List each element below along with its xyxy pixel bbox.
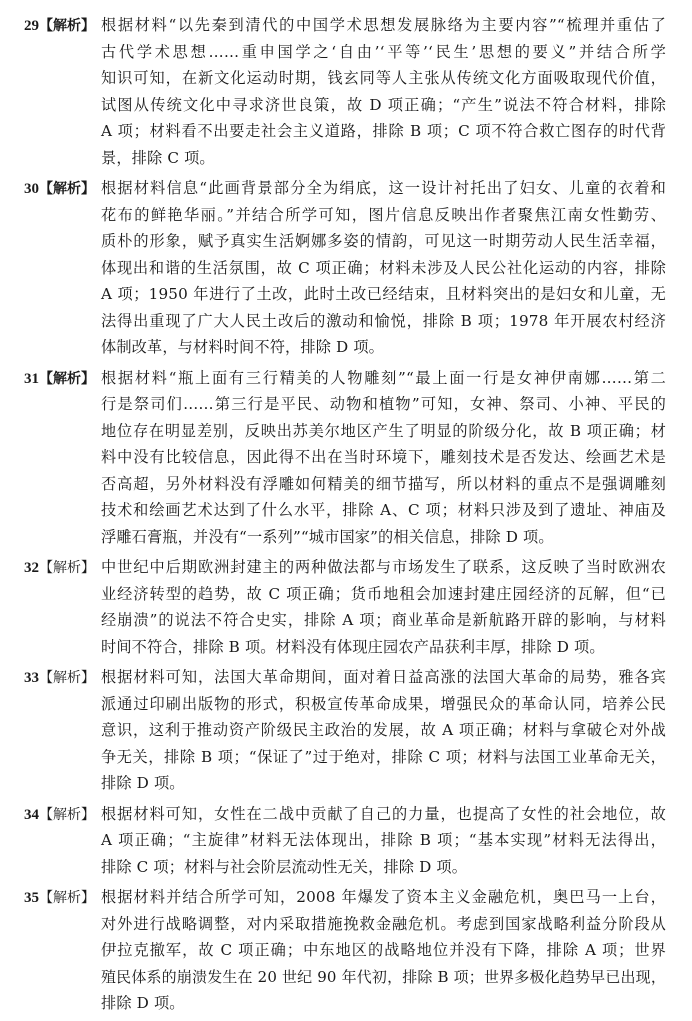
- text-line: 派通过印刷出版物的形式，积极宣传革命成果，增强民众的革命认同，培养公民: [101, 694, 666, 713]
- analysis-tag: 【解析】: [39, 670, 95, 686]
- analysis-text: [101, 12, 688, 171]
- text-line: 质朴的形象，赋予真实生活婀娜多姿的情韵，可见这一时期劳动人民生活幸福，: [101, 232, 666, 250]
- question-label: [0, 12, 101, 39]
- question-label: [0, 884, 101, 911]
- answer-item-32: [0, 554, 692, 660]
- text-line: 体现出和谐的生活氛围，故 C 项正确；材料未涉及人民公社化运动的内容，排除: [101, 258, 666, 277]
- text-line: 景，排除 C 项。: [101, 148, 215, 167]
- question-number: 35: [24, 890, 39, 906]
- analysis-text: [101, 365, 688, 551]
- text-line: 根据材料“瓶上面有三行精美的人物雕刻”“最上面一行是女神伊南娜……第二: [101, 368, 666, 387]
- text-line: 体制改革，与材料时间不符，排除 D 项。: [101, 338, 385, 356]
- analysis-tag: 【解析】: [39, 806, 95, 823]
- text-line: 业经济转型的趋势，故 C 项正确；货币地租会加速封建庄园经济的瓦解，但“已: [101, 584, 666, 603]
- answer-item-31: [0, 365, 692, 551]
- question-number: 33: [24, 670, 39, 686]
- text-line: 知识可知，在新文化运动时期，钱玄同等人主张从传统文化方面吸取现代价值，: [101, 69, 666, 87]
- text-line: 根据材料可知，女性在二战中贡献了自己的力量，也提高了女性的社会地位，故: [101, 804, 666, 823]
- text-line: A 项；1950 年进行了土改，此时土改已经结束，且材料突出的是妇女和儿童，无: [101, 285, 666, 303]
- text-line: 行是祭司们……第三行是平民、动物和植物”可知，女神、祭司、小神、平民的: [101, 395, 666, 413]
- text-line: 伊拉克撤军，故 C 项正确；中东地区的战略地位并没有下降，排除 A 项；世界: [101, 941, 666, 959]
- answer-item-34: [0, 801, 692, 881]
- analysis-text: [101, 554, 688, 660]
- answer-item-30: [0, 175, 692, 361]
- text-line: 排除 D 项。: [101, 774, 185, 792]
- text-line: 根据材料并结合所学可知，2008 年爆发了资本主义金融危机，奥巴马一上台，: [101, 888, 666, 906]
- text-line: 中世纪中后期欧洲封建主的两种做法都与市场发生了联系，这反映了当时欧洲农: [101, 558, 666, 576]
- text-line: 排除 C 项；材料与社会阶层流动性无关，排除 D 项。: [101, 857, 468, 876]
- analysis-text: [101, 175, 688, 361]
- analysis-tag: 【解析】: [39, 370, 95, 387]
- text-line: 根据材料可知，法国大革命期间，面对着日益高涨的法国大革命的局势，雅各宾: [101, 668, 666, 686]
- text-line: 经崩溃”的说法不符合史实，排除 A 项；商业革命是新航路开辟的影响，与材料: [101, 611, 666, 629]
- question-label: [0, 175, 101, 202]
- analysis-tag: 【解析】: [39, 560, 95, 576]
- text-line: 试图从传统文化中寻求济世良策，故 D 项正确；“产生”说法不符合材料，排除: [101, 95, 666, 114]
- question-number: 30: [24, 181, 39, 197]
- question-label: [0, 554, 101, 581]
- text-line: A 项；材料看不出要走社会主义道路，排除 B 项；C 项不符合救亡图存的时代背: [101, 122, 666, 140]
- analysis-text: [101, 884, 688, 1017]
- text-line: 排除 D 项。: [101, 994, 185, 1012]
- analysis-text: [101, 801, 688, 881]
- text-line: 技术和绘画艺术达到了什么水平，排除 A、C 项；材料只涉及到了遗址、神庙及: [101, 501, 666, 519]
- text-line: 根据材料信息“此画背景部分全为绢底，这一设计衬托出了妇女、儿童的衣着和: [101, 179, 666, 197]
- question-number: 29: [24, 18, 39, 34]
- answer-item-35: [0, 884, 692, 1017]
- answer-item-33: [0, 664, 692, 797]
- answer-explanations: [0, 12, 692, 1021]
- answer-item-29: [0, 12, 692, 171]
- question-number: 34: [24, 806, 39, 823]
- text-line: 花布的鲜艳华丽。”并结合所学可知，图片信息反映出作者聚焦江南女性勤劳、: [101, 205, 666, 224]
- text-line: 法得出重现了广大人民土改后的激动和愉悦，排除 B 项；1978 年开展农村经济: [101, 311, 666, 330]
- text-line: 浮雕石膏瓶，并没有“一系列”“城市国家”的相关信息，排除 D 项。: [101, 527, 554, 546]
- question-label: [0, 664, 101, 691]
- question-label: [0, 801, 101, 828]
- text-line: 否高超，另外材料没有浮雕如何精美的细节描写，所以材料的重点不是强调雕刻: [101, 474, 666, 493]
- text-line: 时间不符合，排除 B 项。材料没有体现庄园农产品获利丰厚，排除 D 项。: [101, 637, 605, 656]
- text-line: 地位存在明显差别，反映出苏美尔地区产生了明显的阶级分化，故 B 项正确；材: [101, 421, 666, 440]
- analysis-tag: 【解析】: [39, 890, 95, 906]
- analysis-tag: 【解析】: [39, 18, 95, 34]
- analysis-tag: 【解析】: [39, 181, 95, 197]
- text-line: 根据材料“以先秦到清代的中国学术思想发展脉络为主要内容”“梳理并重估了: [101, 16, 666, 34]
- text-line: 意识，这利于推动资产阶级民主政治的发展，故 A 项正确；材料与拿破仑对外战: [101, 721, 666, 739]
- text-line: A 项正确；“主旋律”材料无法体现出，排除 B 项；“基本实现”材料无法得出，: [101, 831, 666, 849]
- text-line: 殖民体系的崩溃发生在 20 世纪 90 年代初，排除 B 项；世界多极化趋势早已出现，: [101, 967, 666, 986]
- question-number: 32: [24, 560, 39, 576]
- text-line: 古代学术思想……重申国学之‘自由’‘平等’‘民生’思想的要义”并结合所学: [101, 42, 666, 61]
- question-label: [0, 365, 101, 392]
- text-line: 对外进行战略调整，对内采取措施挽救金融危机。考虑到国家战略利益分阶段从: [101, 914, 666, 933]
- text-line: 料中没有比较信息，因此得不出在当时环境下，雕刻技术是否发达、绘画艺术是: [101, 448, 666, 466]
- analysis-text: [101, 664, 688, 797]
- question-number: 31: [24, 370, 39, 387]
- text-line: 争无关，排除 B 项；“保证了”过于绝对，排除 C 项；材料与法国工业革命无关，: [101, 747, 666, 766]
